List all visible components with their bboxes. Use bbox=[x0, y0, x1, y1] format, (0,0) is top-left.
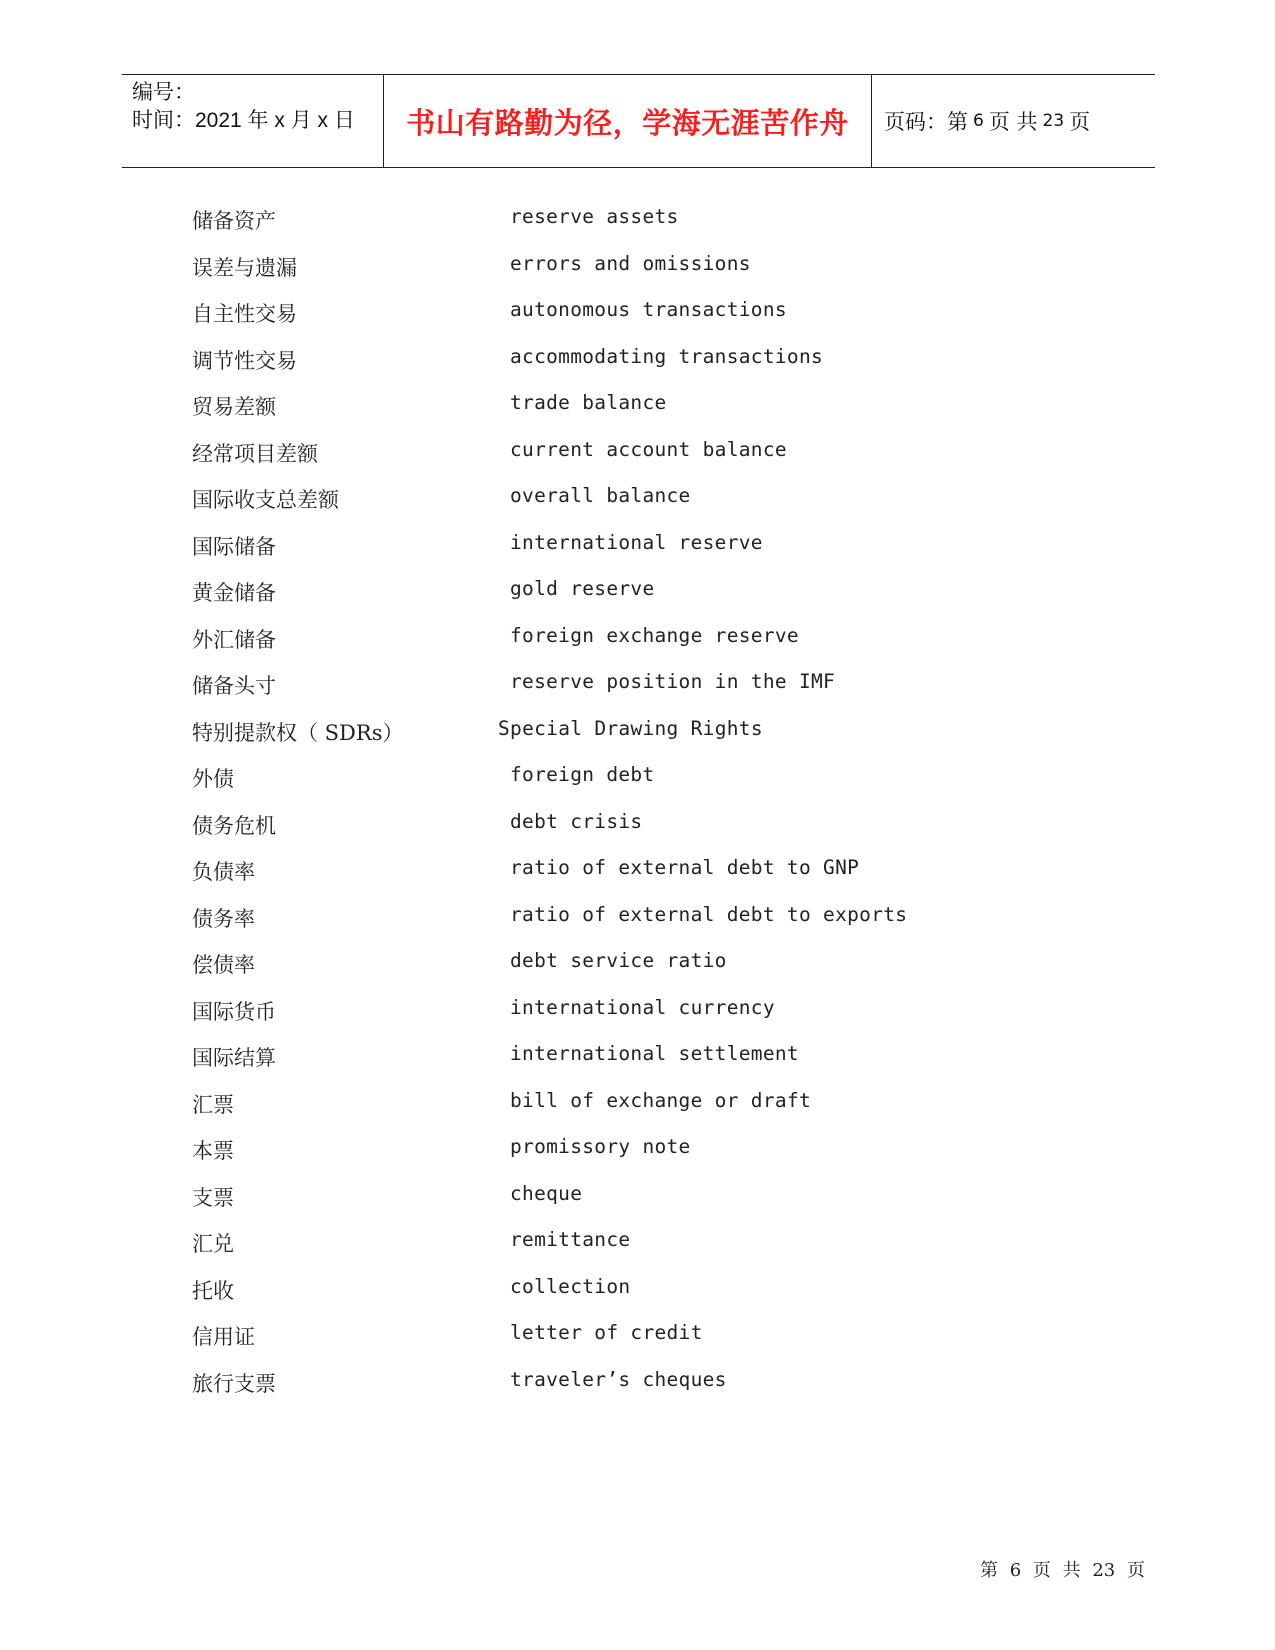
glossary-row bbox=[0, 1135, 1275, 1165]
glossary-row bbox=[0, 252, 1275, 282]
term-chinese: 本票 bbox=[192, 1139, 234, 1163]
header-page-indicator bbox=[872, 75, 1155, 167]
glossary-row bbox=[0, 717, 1275, 747]
term-english: ratio of external debt to exports bbox=[510, 903, 908, 926]
glossary-row bbox=[0, 1089, 1275, 1119]
page-suffix: 页 bbox=[1069, 110, 1091, 134]
glossary-row bbox=[0, 1321, 1275, 1351]
term-chinese: 调节性交易 bbox=[192, 349, 297, 373]
page-prefix: 页码：第 bbox=[884, 110, 968, 134]
term-chinese: 外汇储备 bbox=[192, 628, 276, 652]
term-english: traveler’s cheques bbox=[510, 1368, 727, 1391]
glossary-row bbox=[0, 856, 1275, 886]
term-english: gold reserve bbox=[510, 577, 655, 600]
page-footer: 第 6 页 共 23 页 bbox=[980, 1560, 1145, 1581]
document-number-label: 编号： bbox=[132, 81, 195, 104]
term-english: international reserve bbox=[510, 531, 763, 554]
term-chinese: 国际储备 bbox=[192, 535, 276, 559]
term-chinese: 托收 bbox=[192, 1279, 234, 1303]
term-english: cheque bbox=[510, 1182, 583, 1205]
header-meta bbox=[122, 75, 384, 167]
term-english: reserve position in the IMF bbox=[510, 670, 836, 693]
glossary-row bbox=[0, 531, 1275, 561]
term-english: foreign exchange reserve bbox=[510, 624, 799, 647]
term-chinese: 误差与遗漏 bbox=[192, 256, 297, 280]
term-chinese: 储备头寸 bbox=[192, 674, 276, 698]
glossary-row bbox=[0, 1042, 1275, 1072]
term-english: errors and omissions bbox=[510, 252, 751, 275]
glossary-row bbox=[0, 903, 1275, 933]
page-total: 23 bbox=[1042, 111, 1065, 131]
term-chinese: 黄金储备 bbox=[192, 581, 276, 605]
term-english: overall balance bbox=[510, 484, 691, 507]
glossary-row bbox=[0, 763, 1275, 793]
glossary-row bbox=[0, 1275, 1275, 1305]
term-chinese: 债务危机 bbox=[192, 814, 276, 838]
term-chinese: 国际货币 bbox=[192, 1000, 276, 1024]
term-chinese: 汇票 bbox=[192, 1093, 234, 1117]
term-english: trade balance bbox=[510, 391, 667, 414]
glossary-row bbox=[0, 298, 1275, 328]
term-english: current account balance bbox=[510, 438, 787, 461]
page-mid: 页 共 bbox=[988, 110, 1038, 134]
glossary-row bbox=[0, 1182, 1275, 1212]
term-english: accommodating transactions bbox=[510, 345, 824, 368]
glossary-row bbox=[0, 391, 1275, 421]
term-english: autonomous transactions bbox=[510, 298, 787, 321]
term-english: international currency bbox=[510, 996, 775, 1019]
glossary-row bbox=[0, 1228, 1275, 1258]
term-chinese: 支票 bbox=[192, 1186, 234, 1210]
term-chinese: 国际收支总差额 bbox=[192, 488, 339, 512]
term-english: international settlement bbox=[510, 1042, 799, 1065]
glossary-row bbox=[0, 810, 1275, 840]
glossary-row bbox=[0, 996, 1275, 1026]
term-chinese: 经常项目差额 bbox=[192, 442, 318, 466]
term-english: debt service ratio bbox=[510, 949, 727, 972]
document-header bbox=[122, 74, 1155, 168]
term-chinese: 外债 bbox=[192, 767, 234, 791]
term-chinese: 债务率 bbox=[192, 907, 255, 931]
term-english: remittance bbox=[510, 1228, 631, 1251]
glossary-row bbox=[0, 438, 1275, 468]
term-english: ratio of external debt to GNP bbox=[510, 856, 860, 879]
term-english: promissory note bbox=[510, 1135, 691, 1158]
term-chinese: 偿债率 bbox=[192, 953, 255, 977]
glossary-row bbox=[0, 670, 1275, 700]
term-chinese: 储备资产 bbox=[192, 209, 276, 233]
term-chinese: 贸易差额 bbox=[192, 395, 276, 419]
glossary-row bbox=[0, 484, 1275, 514]
term-english: bill of exchange or draft bbox=[510, 1089, 811, 1112]
glossary-row bbox=[0, 205, 1275, 235]
term-english: reserve assets bbox=[510, 205, 679, 228]
term-english: debt crisis bbox=[510, 810, 643, 833]
term-chinese: 国际结算 bbox=[192, 1046, 276, 1070]
term-chinese: 信用证 bbox=[192, 1325, 255, 1349]
term-english: Special Drawing Rights bbox=[498, 717, 763, 740]
term-english: letter of credit bbox=[510, 1321, 703, 1344]
term-chinese: 汇兑 bbox=[192, 1232, 234, 1256]
glossary-row bbox=[0, 949, 1275, 979]
term-chinese: 负债率 bbox=[192, 860, 255, 884]
term-english: foreign debt bbox=[510, 763, 655, 786]
glossary-row bbox=[0, 1368, 1275, 1398]
term-chinese: 自主性交易 bbox=[192, 302, 297, 326]
glossary-row bbox=[0, 577, 1275, 607]
term-chinese: 特别提款权（ SDRs） bbox=[192, 721, 404, 745]
glossary-row bbox=[0, 624, 1275, 654]
glossary-row bbox=[0, 345, 1275, 375]
header-motto: 书山有路勤为径，学海无涯苦作舟 bbox=[384, 75, 872, 167]
term-english: collection bbox=[510, 1275, 631, 1298]
term-chinese: 旅行支票 bbox=[192, 1372, 276, 1396]
document-time: 时间：2021 年 x 月 x 日 bbox=[132, 109, 355, 132]
page-number: 6 bbox=[973, 111, 984, 131]
